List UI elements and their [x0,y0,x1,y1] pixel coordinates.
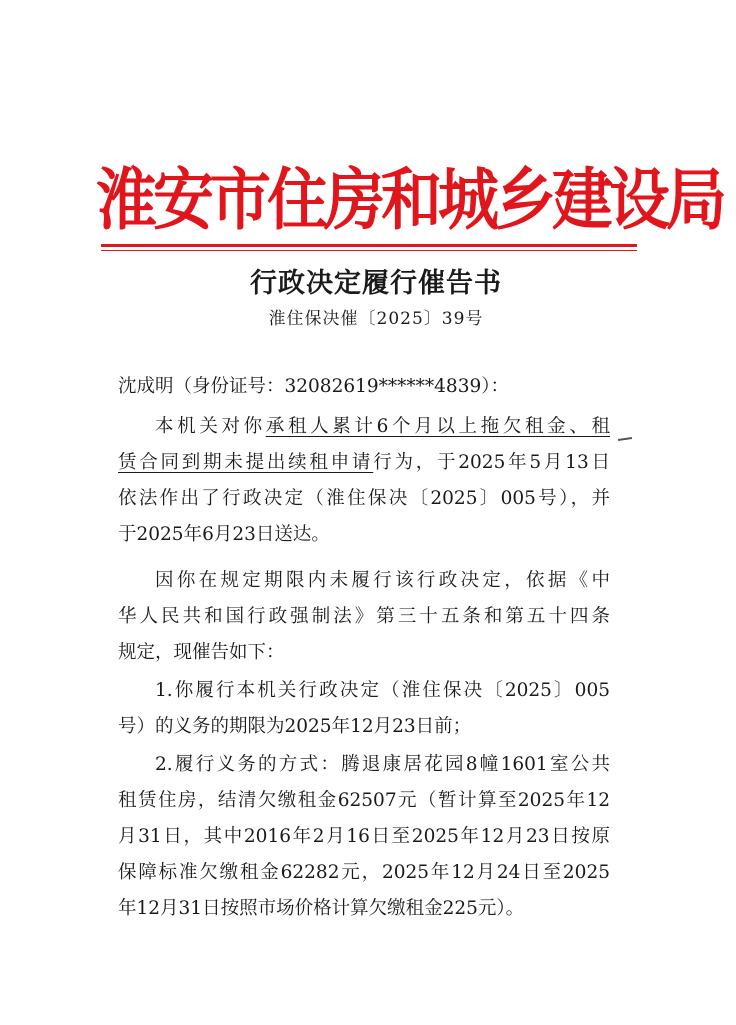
letterhead-rule-thick [101,244,637,247]
addressee-line: 沈成明（身份证号：32082619******4839）： [118,376,509,397]
item1-line1: 1.你履行本机关行政决定（淮住保决〔2025〕005 [155,680,610,701]
item2-line1: 2.履行义务的方式：腾退康居花园8幢1601室公共 [155,754,610,775]
issuer-letterhead: 淮安市住房和城乡建设局 [96,161,724,240]
para1-line1 [155,412,610,442]
para2-line3: 规定，现催告如下： [118,642,285,663]
para1-line3: 依法作出了行政决定（淮住保决〔2025〕005号），并 [118,488,610,509]
para1-line4: 于2025年6月23日送达。 [118,524,330,545]
pen-mark [618,437,632,441]
letterhead-rule-thin [101,250,637,251]
item2-line3: 月31日，其中2016年2月16日至2025年12月23日按原 [118,826,610,847]
para2-line2: 华人民共和国行政强制法》第三十五条和第五十四条 [118,606,610,627]
document-number: 淮住保决催〔2025〕39号 [268,309,484,329]
item2-line2: 租赁住房，结清欠缴租金62507元（暂计算至2025年12 [118,790,610,811]
para1-line2 [118,448,610,478]
para1-line2-underlined: 赁合同到期未提出续租申请 [118,452,374,473]
document-title: 行政决定履行催告书 [250,268,502,299]
item2-line4: 保障标准欠缴租金62282元，2025年12月24日至2025 [118,862,610,883]
para2-line1: 因你在规定期限内未履行该行政决定，依据《中 [155,570,610,591]
item1-line2: 号）的义务的期限为2025年12月23日前； [118,716,472,737]
item2-line5: 年12月31日按照市场价格计算欠缴租金225元）。 [118,898,525,919]
para1-line1-underlined: 承租人累计6个月以上拖欠租金、租 [265,416,610,437]
para1-line1-text: 本机关对你 [155,416,266,437]
para1-line2-text: 行为，于2025年5月13日 [373,452,610,473]
